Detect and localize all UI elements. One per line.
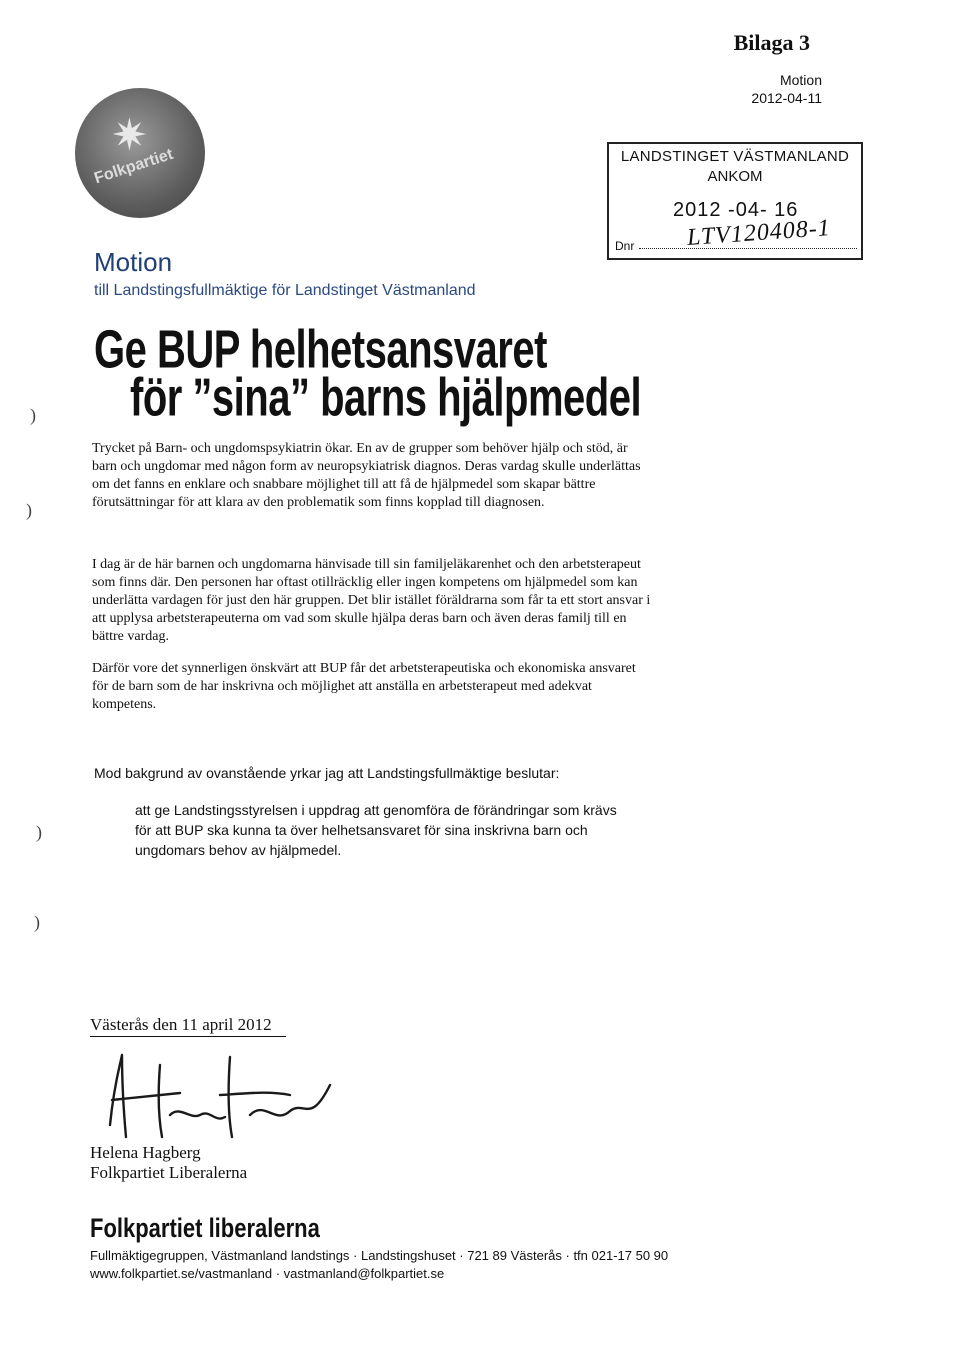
signatory-party: Folkpartiet Liberalerna bbox=[90, 1163, 248, 1182]
stamp-date: 2012 -04- 16 bbox=[673, 199, 799, 221]
footer-address: Fullmäktigegruppen, Västmanland landstings · Landstingshuset · 721 89 Västerås · tfn 021-17 50 90 bbox=[90, 1248, 669, 1263]
margin-mark: ) bbox=[26, 500, 32, 520]
body-paragraph: Därför vore det synnerligen önskvärt att BUP får det arbetsterapeutiska och ekonomiska ansvaret för de barn som de har inskrivna och möjlighet att anställa en arbetsterapeut med adekvat kompetens. bbox=[92, 661, 636, 712]
signature-place-date: Västerås den 11 april 2012 bbox=[90, 1015, 272, 1034]
logo-text: Folkpartiet bbox=[92, 145, 176, 188]
headline-line-2: för ”sina” barns hjälpmedel bbox=[130, 368, 642, 428]
decision-text: att ge Landstingsstyrelsen i uppdrag att genomföra de förändringar som krävs för att BUP ska kunna ta över helhetsansvaret för sina inskrivna barn och ungdomars behov av hjälpmedel. bbox=[135, 802, 617, 858]
signatory-name: Helena Hagberg bbox=[90, 1143, 201, 1162]
footer-party-name: Folkpartiet liberalerna bbox=[90, 1213, 320, 1243]
body-paragraph: I dag är de här barnen och ungdomarna hänvisade till sin familjeläkarenhet och den arbetsterapeut som finns där. Den personen har oftast otillräcklig eller ingen kompetens om hjälpmedel som kan underlätta vardagen för just den här gruppen. Det blir istället föräldrarna som får ta ett stort ansvar i att upplysa arbetsterapeuterna om vad som skulle hjälpa deras barn och även deras familj till en bättre vardag. bbox=[92, 557, 651, 644]
decision-intro: Mod bakgrund av ovanstående yrkar jag att Landstingsfullmäktige beslutar: bbox=[94, 765, 560, 781]
received-stamp bbox=[607, 142, 863, 260]
headline-line-1: Ge BUP helhetsansvaret bbox=[94, 320, 547, 380]
margin-mark: ) bbox=[30, 405, 36, 425]
handwritten-signature bbox=[100, 1045, 340, 1145]
stamp-dnr-label: Dnr bbox=[615, 239, 635, 253]
stamp-received: ANKOM bbox=[707, 168, 763, 185]
document-subtitle: till Landstingsfullmäktige för Landstinget Västmanland bbox=[94, 282, 476, 299]
stamp-dnr-line bbox=[639, 248, 857, 249]
party-logo bbox=[75, 88, 205, 218]
document-type: Motion bbox=[94, 247, 173, 277]
sun-logo-icon: ✷ bbox=[111, 111, 148, 160]
margin-mark: ) bbox=[36, 822, 42, 842]
header-motion-label: Motion bbox=[779, 72, 822, 88]
footer-web-link[interactable]: www.folkpartiet.se/vastmanland · vastmanland@folkpartiet.se bbox=[90, 1266, 445, 1281]
stamp-organization: LANDSTINGET VÄSTMANLAND bbox=[620, 148, 850, 165]
stamp-dnr-value: LTV120408-1 bbox=[686, 215, 832, 251]
attachment-label: Bilaga 3 bbox=[733, 30, 810, 55]
signature-underline bbox=[90, 1036, 286, 1037]
body-paragraph: Trycket på Barn- och ungdomspsykiatrin ökar. En av de grupper som behöver hjälp och stöd, är barn och ungdomar med någon form av neuropsykiatrisk diagnos. Deras vardag skulle underlättas om det fanns en enklare och snabbare möjlighet till att få de hjälpmedel som skapar bättre förutsättningar för att klara av den problematik som finns kopplad till diagnosen. bbox=[92, 441, 641, 510]
header-date: 2012-04-11 bbox=[751, 90, 822, 106]
margin-mark: ) bbox=[34, 912, 40, 932]
